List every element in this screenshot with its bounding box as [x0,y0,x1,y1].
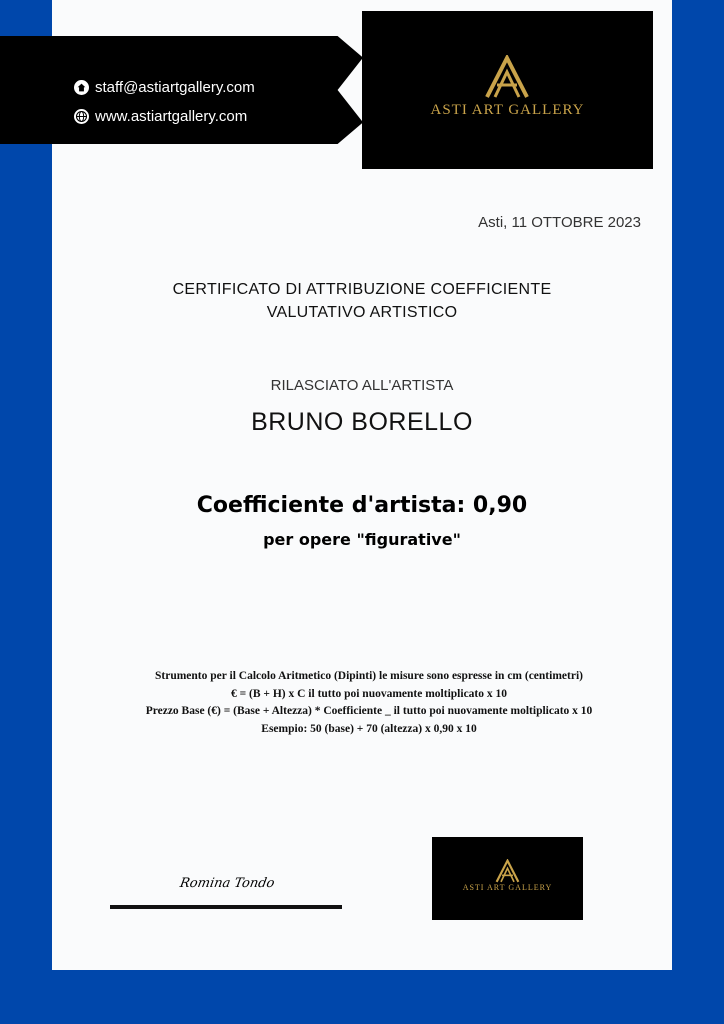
website-row [74,108,247,125]
certificate-title-line1: CERTIFICATO DI ATTRIBUZIONE COEFFICIENTE [172,281,552,298]
home-icon [74,80,89,95]
footer-logo-text: ASTI ART GALLERY [462,883,553,892]
calc-line: Strumento per il Calcolo Aritmetico (Dipinti) le misure sono espresse in cm (centimetri) [155,670,583,682]
coefficient-note: per opere "figurative" [263,530,461,549]
footer-gallery-logo [432,837,583,920]
artist-name: BRUNO BORELLO [251,408,473,436]
email-row [74,79,255,96]
gallery-logo-mark-icon [484,55,530,99]
issued-to-label: RILASCIATO ALL'ARTISTA [270,377,454,394]
calc-line: Esempio: 50 (base) + 70 (altezza) x 0,90 x 10 [261,722,477,735]
calc-line: Prezzo Base (€) = (Base + Altezza) * Coefficiente _ il tutto poi nuovamente moltiplicato x 10 [145,705,593,717]
calc-line: € = (B + H) x C il tutto poi nuovamente moltiplicato x 10 [231,687,507,700]
certificate-date: Asti, 11 OTTOBRE 2023 [478,214,641,231]
certificate-title-line2: VALUTATIVO ARTISTICO [266,304,458,321]
calculation-instructions [52,668,686,738]
signature: Romina Tondo [178,876,276,891]
gallery-logo [362,11,653,169]
website-link[interactable]: www.astiartgallery.com [95,108,248,125]
coefficient-value: Coefficiente d'artista: 0,90 [196,493,528,518]
globe-icon [74,109,89,124]
gallery-logo-text: ASTI ART GALLERY [430,102,585,118]
email-text[interactable]: staff@astiartgallery.com [95,79,255,96]
signature-line [110,905,342,909]
footer-logo-mark-icon [495,859,520,883]
